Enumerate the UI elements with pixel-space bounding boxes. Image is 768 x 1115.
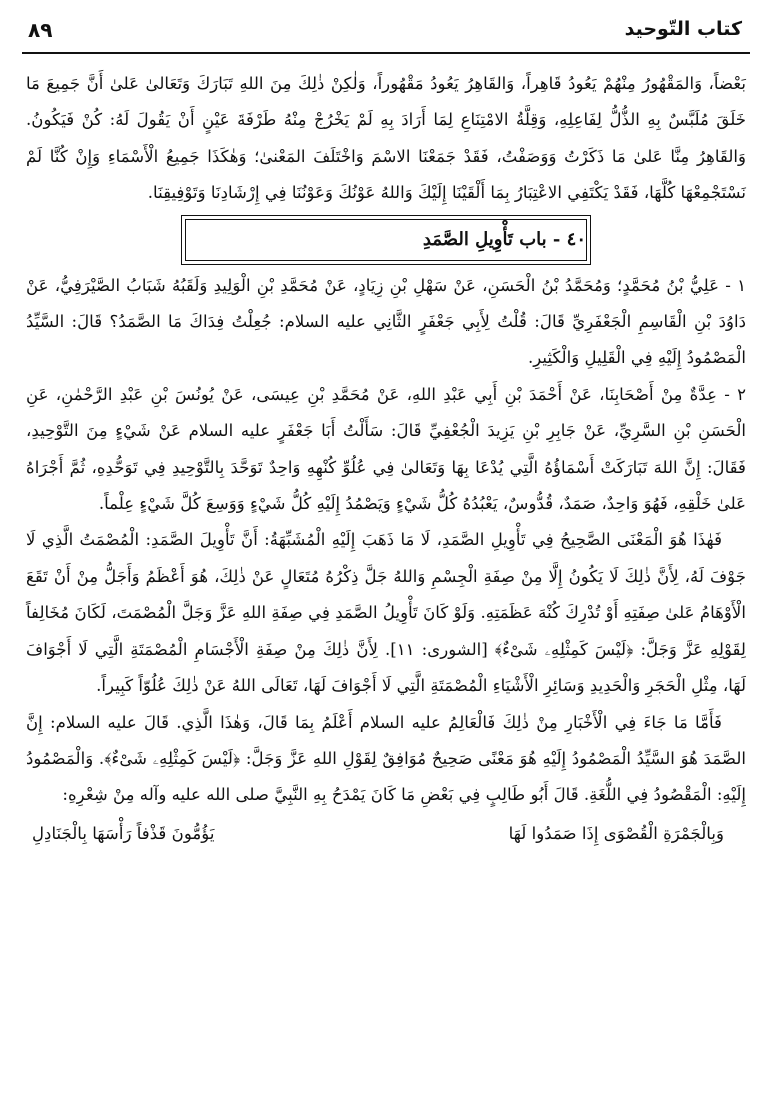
- hadith-2: ٢ - عِدَّةٌ مِنْ أَصْحَابِنَا، عَنْ أَحْمَدَ بْنِ أَبِي عَبْدِ اللهِ، عَنْ مُحَمَّدِ بْنِ عِيسَى، عَنْ يُونُسَ بْنِ عَبْدِ الرَّحْمٰنِ، عَنِ الْحَسَنِ بْنِ السَّرِيِّ، عَنْ جَابِرِ بْنِ يَزِيدَ الْجُعْفِيِّ قَالَ: سَأَلْتُ أَبَا جَعْفَرٍ عليه السلام عَنْ شَيْءٍ مِنَ التَّوْحِيدِ، فَقَالَ: إِنَّ اللهَ تَبَارَكَتْ أَسْمَاؤُهُ الَّتِي يُدْعَا بِهَا وَتَعَالىٰ فِي عُلُوِّ كُنْهِهِ وَاحِدٌ تَوَحَّدَ بِالتَّوْحِيدِ فِي تَوَحُّدِهِ، ثُمَّ أَجْرَاهُ عَلىٰ خَلْقِهِ، فَهُوَ وَاحِدٌ، صَمَدٌ، قُدُّوسٌ، يَعْبُدُهُ كُلُّ شَيْءٍ وَيَصْمُدُ إِلَيْهِ كُلُّ شَيْءٍ وَوَسِعَ كُلَّ شَيْءٍ عِلْماً.: [26, 384, 746, 514]
- page-number: ٨٩: [28, 18, 53, 42]
- commentary-paragraph-1: فَهٰذَا هُوَ الْمَعْنَى الصَّحِيحُ فِي تَأْوِيلِ الصَّمَدِ، لَا مَا ذَهَبَ إِلَيْهِ الْمُشَبِّهَةُ: أَنَّ تَأْوِيلَ الصَّمَدِ: الْمُصْمَتُ الَّذِي لَا جَوْفَ لَهُ، لِأَنَّ ذٰلِكَ لَا يَكُونُ إِلَّا مِنْ صِفَةِ الْجِسْمِ وَاللهُ جَلَّ ذِكْرُهُ مُتَعَالٍ عَنْ ذٰلِكَ، هُوَ أَعْظَمُ وَأَجَلُّ مِنْ أَنْ تَقَعَ الْأَوْهَامُ عَلىٰ صِفَتِهِ أَوْ تُدْرِكَ كُنْهَ عَظَمَتِهِ. وَلَوْ كَانَ تَأْوِيلُ الصَّمَدِ فِي صِفَةِ اللهِ عَزَّ وَجَلَّ الْمُصْمَتَ، لَكَانَ مُخَالِفاً لِقَوْلِهِ عَزَّ وَجَلَّ: ﴿لَيْسَ كَمِثْلِهِۦ شَىْءٌ﴾ [الشورى: ١١]. لِأَنَّ ذٰلِكَ مِنْ صِفَةِ الْأَجْسَامِ الْمُصْمَتَةِ الَّتِي لَا أَجْوَافَ لَهَا، مِثْلِ الْحَجَرِ وَالْحَدِيدِ وَسَائِرِ الْأَشْيَاءِ الْمُصْمَتَةِ الَّتِي لَا أَجْوَافَ لَهَا، تَعَالَى اللهُ عَنْ ذٰلِكَ عُلُوّاً كَبِيراً.: [26, 530, 746, 696]
- chapter-heading: ٤٠ - باب تَأْوِيلِ الصَّمَدِ: [185, 219, 587, 261]
- intro-paragraph: بَعْضاً، وَالمَقْهُورُ مِنْهُمْ يَعُودُ قَاهِراً، وَالقَاهِرُ يَعُودُ مَقْهُوراً، وَلٰكِنْ ذٰلِكَ مِنَ اللهِ تَبَارَكَ وَتَعَالىٰ عَلىٰ أَنَّ جَمِيعَ مَا خَلَقَ مُلَبَّسٌ بِهِ الذُّلُّ لِفَاعِلِهِ، وَقِلَّةُ الامْتِنَاعِ لِمَا أَرَادَ بِهِ لَمْ يَخْرُجْ مِنْهُ طَرْفَةَ عَيْنٍ أَنْ يَقُولَ لَهُ: كُنْ فَيَكُونُ. وَالقَاهِرُ مِنَّا عَلىٰ مَا ذَكَرْتُ وَوَصَفْتُ، فَقَدْ جَمَعْنَا الاسْمَ وَاخْتَلَفَ المَعْنىٰ؛ وَهٰكَذَا جَمِيعُ الْأَسْمَاءِ وَإِنْ كُنَّا لَمْ نَسْتَجْمِعْهَا كُلَّهَا، فَقَدْ يَكْتَفِي الاعْتِبَارُ بِمَا أَلْقَيْنَا إِلَيْكَ وَاللهُ عَوْنُكَ وَعَوْنُنَا فِي إِرْشَادِنَا وَتَوْفِيقِنَا.: [26, 74, 746, 203]
- page-body: [26, 66, 746, 1095]
- book-title: كتاب التّوحيد: [624, 18, 742, 40]
- poetry-verse: [26, 816, 746, 852]
- commentary-paragraph-2: فَأَمَّا مَا جَاءَ فِي الْأَخْبَارِ مِنْ ذٰلِكَ فَالْعَالِمُ عليه السلام أَعْلَمُ بِمَا قَالَ، وَهٰذَا الَّذِي. قَالَ عليه السلام: إِنَّ الصَّمَدَ هُوَ السَّيِّدُ الْمَصْمُودُ إِلَيْهِ هُوَ مَعْنًى صَحِيحٌ مُوَافِقٌ لِقَوْلِ اللهِ عَزَّ وَجَلَّ: ﴿لَيْسَ كَمِثْلِهِۦ شَىْءٌ﴾. وَالْمَصْمُودُ إِلَيْهِ: الْمَقْصُودُ فِي اللُّغَةِ. قَالَ أَبُو طَالِبٍ فِي بَعْضِ مَا كَانَ يَمْدَحُ بِهِ النَّبِيَّ صلى الله عليه وآله مِنْ شِعْرِهِ:: [26, 712, 746, 805]
- hadith-1: ١ - عَلِيُّ بْنُ مُحَمَّدٍ؛ وَمُحَمَّدُ بْنُ الْحَسَنِ، عَنْ سَهْلِ بْنِ زِيَادٍ، عَنْ مُحَمَّدِ بْنِ الْوَلِيدِ وَلَقَبُهُ شَبَابُ الصَّيْرَفِيُّ، عَنْ دَاوُدَ بْنِ الْقَاسِمِ الْجَعْفَرِيِّ قَالَ: قُلْتُ لِأَبِي جَعْفَرٍ الثَّانِي عليه السلام: جُعِلْتُ فِدَاكَ مَا الصَّمَدُ؟ قَالَ: السَّيِّدُ الْمَصْمُودُ إِلَيْهِ فِي الْقَلِيلِ وَالْكَثِيرِ.: [26, 275, 746, 368]
- verse-first-hemistich: وَبِالْجَمْرَةِ الْقُصْوَى إِذَا صَمَدُوا لَهَا: [508, 823, 724, 843]
- page-header: [22, 12, 750, 54]
- verse-second-hemistich: يَؤُمُّونَ قَذْفاً رَأْسَهَا بِالْجَنَادِلِ: [32, 823, 215, 843]
